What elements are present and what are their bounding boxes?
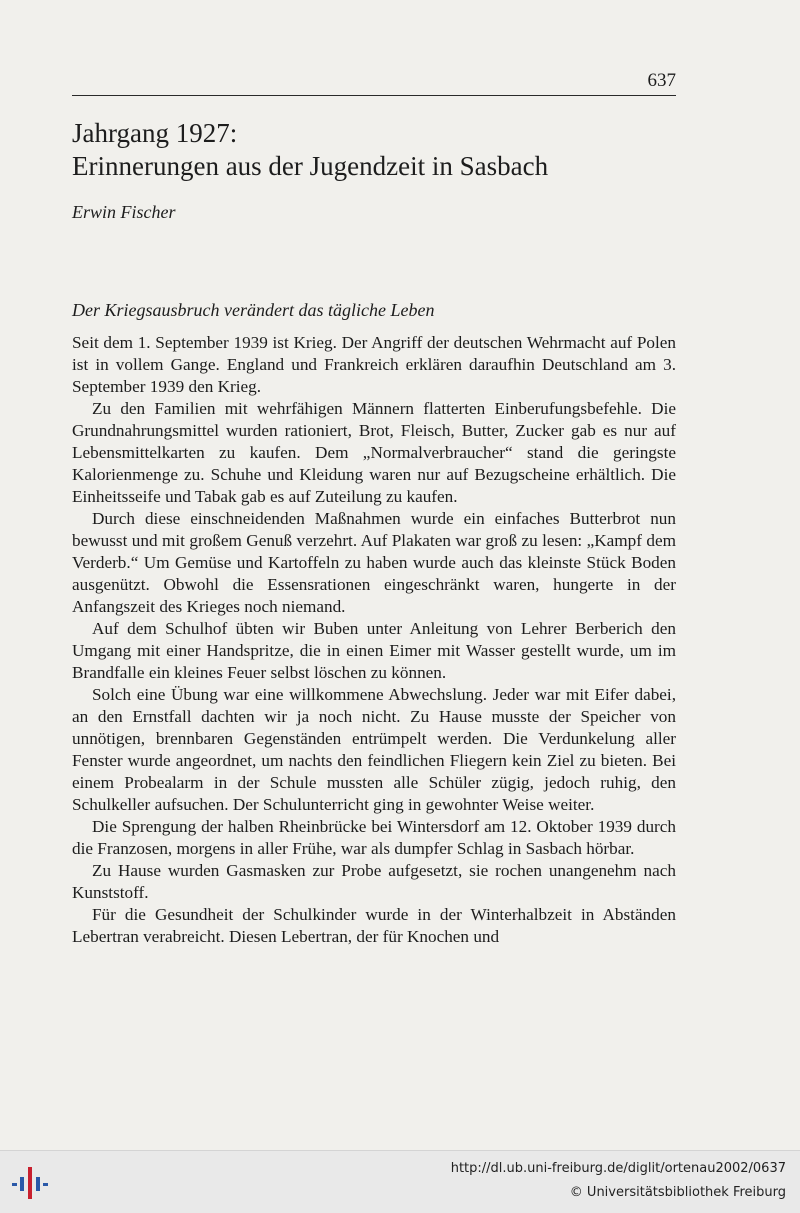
source-url-link[interactable]: http://dl.ub.uni-freiburg.de/diglit/ortenau2002/0637	[450, 1161, 786, 1176]
title-line-1: Jahrgang 1927:	[72, 118, 238, 148]
paragraph: Für die Gesundheit der Schulkinder wurde in der Winterhalbzeit in Abständen Lebertran verabreicht. Diesen Lebertran, der für Knochen und	[72, 905, 676, 946]
paragraph: Solch eine Übung war eine willkommene Abwechslung. Jeder war mit Eifer dabei, an den Ernstfall dachten wir ja noch nicht. Zu Hause musste der Speicher von unnötigen, brennbaren Gegenständen entrümpelt werden. Die Verdunkelung aller Fenster wurde angeordnet, um nachts den feindlichen Fliegern kein Ziel zu bieten. Bei einem Probealarm in der Schule mussten alle Schüler zügig, jedoch ruhig, den Schulkeller aufsuchen. Der Schulunterricht ging in gewohnter Weise weiter.	[72, 685, 676, 814]
paragraph: Durch diese einschneidenden Maßnahmen wurde ein einfaches Butterbrot nun bewusst und mit großem Genuß verzehrt. Auf Plakaten war groß zu lesen: „Kampf dem Verderb.“ Um Gemüse und Kartoffeln zu haben wurde auch das kleinste Stück Boden ausgenützt. Obwohl die Essensrationen eingeschränkt waren, hungerte in der Anfangszeit des Krieges noch niemand.	[72, 509, 676, 616]
article-title	[72, 117, 682, 183]
paragraph: Auf dem Schulhof übten wir Buben unter Anleitung von Lehrer Berberich den Umgang mit einer Handspritze, die in einen Eimer mit Wasser gestellt wurde, um im Brandfalle ein kleines Feuer selbst löschen zu können.	[72, 619, 676, 682]
paragraph: Zu Hause wurden Gasmasken zur Probe aufgesetzt, sie rochen unangenehm nach Kunststoff.	[72, 861, 676, 902]
page-number: 637	[647, 70, 676, 91]
paragraph: Seit dem 1. September 1939 ist Krieg. Der Angriff der deutschen Wehrmacht auf Polen ist in vollem Gange. England und Frankreich erklären daraufhin Deutschland am 3. September 1939 den Krieg.	[72, 333, 676, 396]
library-footer	[0, 1150, 800, 1213]
section-heading: Der Kriegsausbruch verändert das tägliche Leben	[72, 300, 435, 320]
header-rule	[72, 95, 676, 96]
copyright-notice: © Universitätsbibliothek Freiburg	[569, 1185, 786, 1200]
ub-freiburg-logo-icon	[10, 1165, 50, 1201]
paragraph: Zu den Familien mit wehrfähigen Männern flatterten Einberufungsbefehle. Die Grundnahrungsmittel wurden rationiert, Brot, Fleisch, Butter, Zucker gab es nur auf Lebensmittelkarten zu kaufen. Dem „Normalverbraucher“ stand die geringste Kalorienmenge zu. Schuhe und Kleidung waren nur auf Bezugscheine erhältlich. Die Einheitsseife und Tabak gab es auf Zuteilung zu kaufen.	[72, 399, 676, 506]
title-line-2: Erinnerungen aus der Jugendzeit in Sasbach	[72, 151, 549, 181]
body-text	[72, 332, 676, 948]
author-name: Erwin Fischer	[72, 202, 176, 222]
paragraph: Die Sprengung der halben Rheinbrücke bei Wintersdorf am 12. Oktober 1939 durch die Franzosen, morgens in aller Frühe, war als dumpfer Schlag in Sasbach hörbar.	[72, 817, 676, 858]
